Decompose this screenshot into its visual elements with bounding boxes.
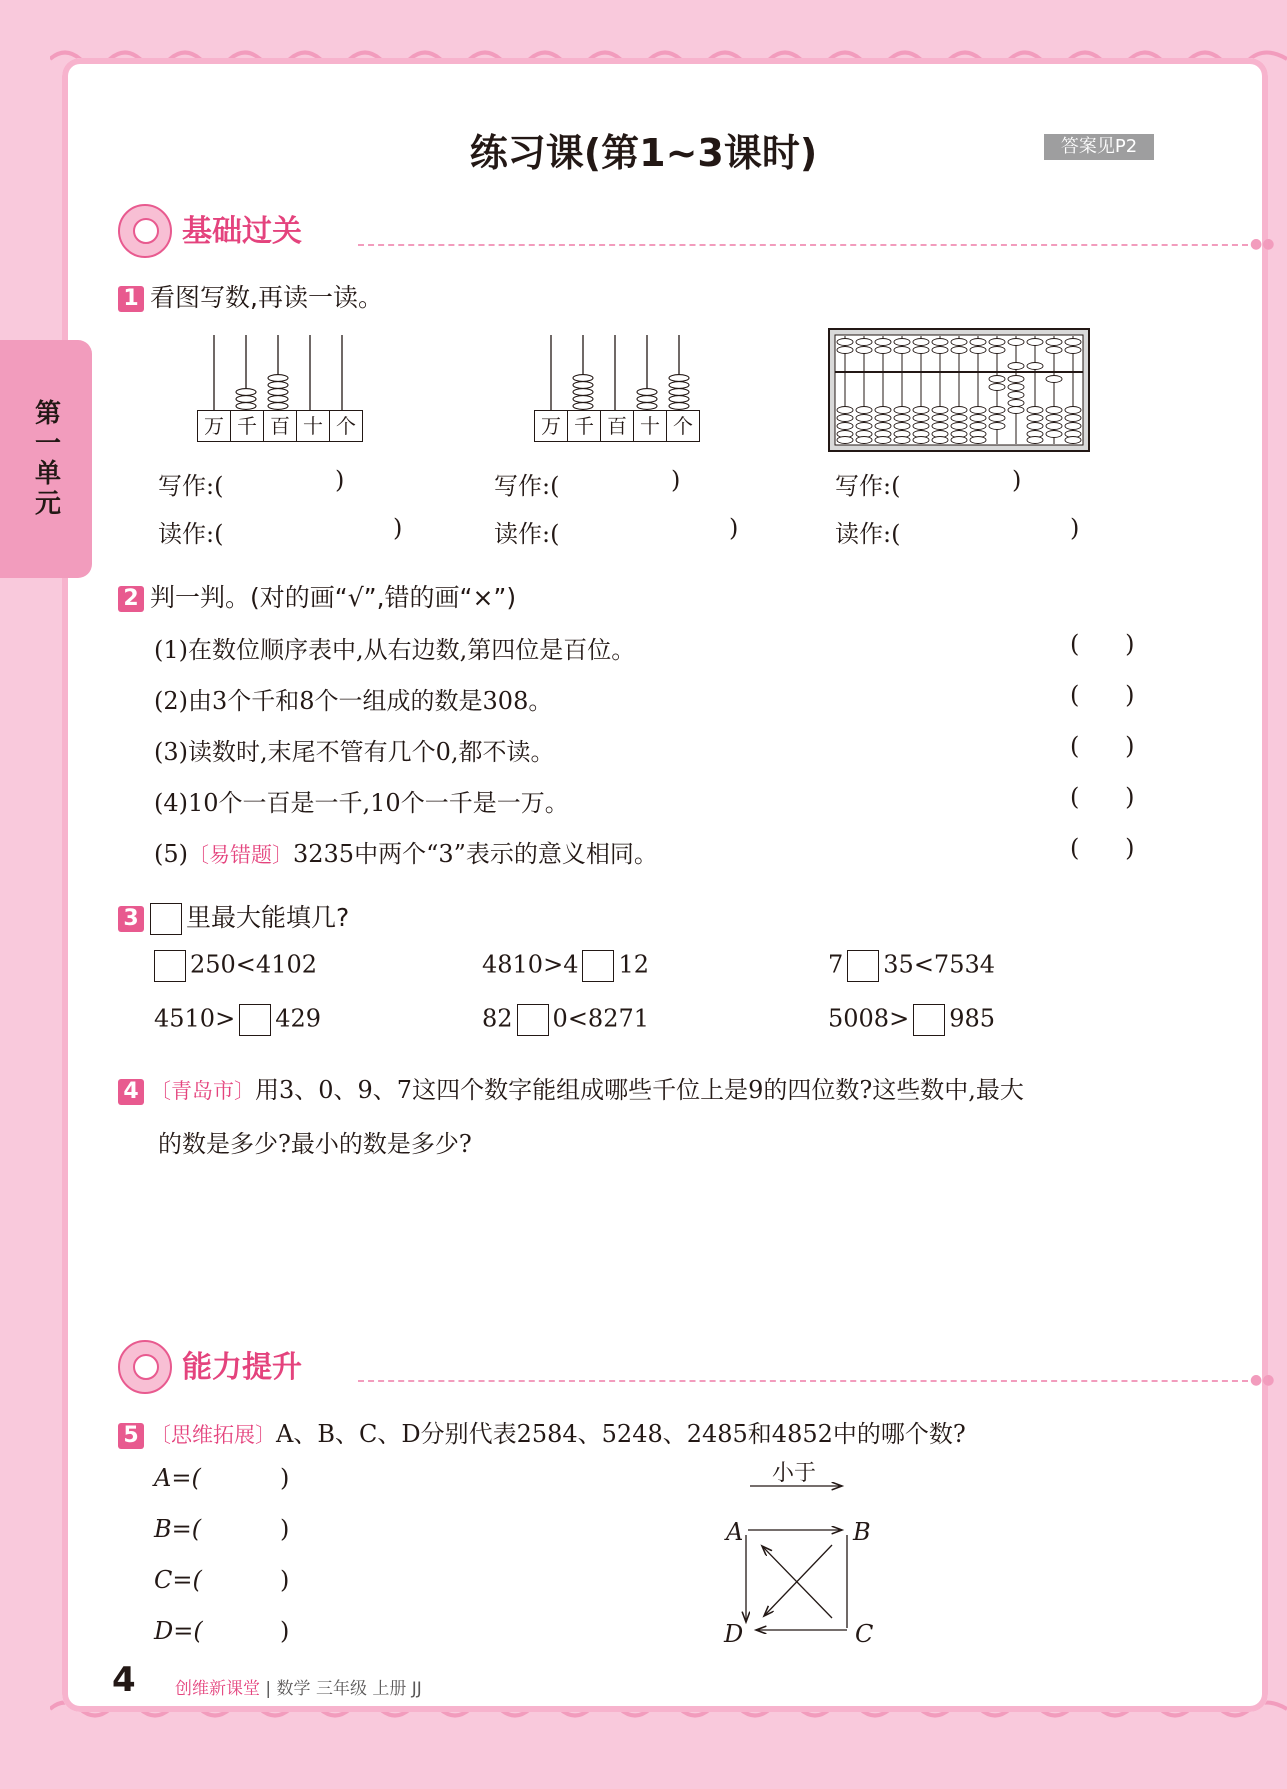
abacus-bead	[856, 339, 872, 346]
abacus-bead	[894, 407, 910, 414]
close-paren: )	[280, 1617, 290, 1645]
counter-1-write: 写作:(	[158, 472, 224, 500]
abacus-bead	[989, 384, 1005, 391]
corner-a: A	[726, 1518, 744, 1546]
abacus-bead	[856, 347, 872, 354]
question-number: 3	[118, 906, 144, 932]
close-paren: )	[280, 1566, 290, 1594]
bead	[669, 403, 689, 410]
abacus-read: 读作:(	[835, 520, 901, 548]
bead	[573, 396, 593, 403]
abacus-bead	[1008, 339, 1024, 346]
abacus-bead	[837, 437, 853, 444]
abacus-bead	[970, 407, 986, 414]
close-paren: )	[671, 466, 681, 494]
judge-item-1: (1)在数位顺序表中,从右边数,第四位是百位。	[154, 636, 636, 664]
counter-2-write: 写作:(	[494, 472, 560, 500]
close-paren: )	[1070, 514, 1080, 542]
fill-box[interactable]	[847, 950, 879, 982]
fill-item: 4510> 429	[154, 1004, 321, 1036]
abacus-bead	[837, 415, 853, 422]
bead	[669, 382, 689, 389]
place-label: 万	[197, 410, 231, 442]
abacus-bead	[932, 339, 948, 346]
corner-d: D	[724, 1620, 744, 1648]
abacus-bead	[1046, 347, 1062, 354]
abacus-bead	[837, 423, 853, 430]
place-label: 万	[534, 410, 568, 442]
abacus-bead	[875, 423, 891, 430]
bead	[236, 403, 256, 410]
fill-item: 250<4102	[154, 950, 317, 982]
abacus-bead	[1027, 423, 1043, 430]
mascot-icon	[118, 1340, 172, 1394]
answer-box[interactable]: ( )	[1070, 783, 1135, 811]
section-basic-title: 基础过关	[182, 214, 302, 249]
bead	[573, 403, 593, 410]
abacus-bead	[989, 376, 1005, 383]
place-label: 百	[600, 410, 634, 442]
fill-item: 82 0<8271	[482, 1004, 649, 1036]
abacus-bead	[875, 437, 891, 444]
abacus-bead	[1046, 376, 1062, 383]
bead	[669, 396, 689, 403]
place-label: 十	[633, 410, 667, 442]
abacus-bead	[951, 407, 967, 414]
place-label: 百	[263, 410, 297, 442]
abacus-bead	[1065, 407, 1081, 414]
section-advanced-header	[118, 1340, 1275, 1392]
question-text: 判一判。(对的画“√”,错的画“×”)	[150, 583, 517, 612]
bead	[268, 375, 288, 382]
answer-a: A=(	[154, 1464, 201, 1492]
answer-box[interactable]: ( )	[1070, 681, 1135, 709]
question-number: 2	[118, 586, 144, 612]
fill-box[interactable]	[239, 1004, 271, 1036]
judge-item-5: (5)〔易错题〕3235中两个“3”表示的意义相同。	[154, 840, 658, 868]
abacus-bead	[989, 407, 1005, 414]
abacus-bead	[913, 423, 929, 430]
abacus-bead	[932, 423, 948, 430]
abacus-bead	[951, 437, 967, 444]
abacus-bead	[1065, 339, 1081, 346]
abacus-bead	[1046, 415, 1062, 422]
abacus-bead	[989, 339, 1005, 346]
abacus-bead	[1027, 407, 1043, 414]
abacus-bead	[1008, 400, 1024, 407]
abacus-bead	[970, 339, 986, 346]
abacus-bead	[989, 423, 1005, 430]
counter-1-read: 读作:(	[158, 520, 224, 548]
abacus-bead	[856, 407, 872, 414]
fill-box[interactable]	[913, 1004, 945, 1036]
bead	[573, 375, 593, 382]
bead	[637, 396, 657, 403]
abacus-bead	[837, 339, 853, 346]
dots-icon: ●●	[1250, 1372, 1275, 1388]
abacus-bead	[856, 423, 872, 430]
judge-item-2: (2)由3个千和8个一组成的数是308。	[154, 687, 553, 715]
fill-item: 5008> 985	[828, 1004, 995, 1036]
abacus-bead	[1065, 347, 1081, 354]
counter-2-read: 读作:(	[494, 520, 560, 548]
abacus-bead	[1065, 415, 1081, 422]
abacus-bead	[913, 339, 929, 346]
abacus-bead	[970, 437, 986, 444]
abacus-bead	[970, 347, 986, 354]
abacus-bead	[913, 407, 929, 414]
judge-item-3: (3)读数时,末尾不管有几个0,都不读。	[154, 738, 555, 766]
page-title: 练习课(第1~3课时)	[469, 131, 818, 175]
abacus-bead	[1046, 407, 1062, 414]
region-tag: 〔青岛市〕	[150, 1079, 255, 1103]
close-paren: )	[729, 514, 739, 542]
abacus-bead	[970, 423, 986, 430]
abacus-bead	[894, 437, 910, 444]
question-text: 看图写数,再读一读。	[150, 283, 383, 312]
fill-item: 7 35<7534	[828, 950, 995, 982]
unit-label: 第一单元	[30, 399, 61, 519]
answer-box[interactable]: ( )	[1070, 834, 1135, 862]
abacus-bead	[970, 415, 986, 422]
bead	[669, 375, 689, 382]
section-basic-header	[118, 204, 1275, 256]
question-number: 4	[118, 1079, 144, 1105]
abacus-bead	[1008, 392, 1024, 399]
bead	[268, 403, 288, 410]
fill-box[interactable]	[582, 950, 614, 982]
fill-item: 4810>4 12	[482, 950, 649, 982]
bead	[236, 389, 256, 396]
abacus-bead	[1046, 431, 1062, 438]
fill-box[interactable]	[154, 950, 186, 982]
unit-side-tab	[0, 340, 92, 578]
counting-frame-2	[535, 330, 705, 415]
abacus-bead	[1027, 415, 1043, 422]
bead	[637, 389, 657, 396]
abacus-bead	[1008, 376, 1024, 383]
abacus-bead	[989, 415, 1005, 422]
question-1	[118, 278, 383, 314]
answer-d: D=(	[154, 1617, 203, 1645]
abacus-bead	[932, 407, 948, 414]
counter-2-place-labels	[535, 410, 700, 442]
question-4-line-2: 的数是多少?最小的数是多少?	[158, 1130, 472, 1158]
close-paren: )	[393, 514, 403, 542]
abacus-bead	[1065, 423, 1081, 430]
abacus-bead	[913, 347, 929, 354]
page-number: 4	[112, 1660, 136, 1700]
abacus-bead	[913, 437, 929, 444]
abacus-bead	[932, 437, 948, 444]
bead	[236, 396, 256, 403]
bead	[669, 389, 689, 396]
answer-c: C=(	[154, 1566, 202, 1594]
abacus	[828, 328, 1090, 452]
question-text: 里最大能填几?	[186, 903, 350, 932]
fill-box[interactable]	[517, 1004, 549, 1036]
abacus-bead	[951, 347, 967, 354]
abacus-write: 写作:(	[835, 472, 901, 500]
abacus-bead	[1008, 407, 1024, 414]
abacus-bead	[894, 347, 910, 354]
counting-frame-1	[198, 330, 368, 415]
abacus-bead	[951, 423, 967, 430]
corner-b: B	[853, 1518, 871, 1546]
bead	[573, 382, 593, 389]
abacus-bead	[837, 407, 853, 414]
close-paren: )	[335, 466, 345, 494]
bead	[268, 389, 288, 396]
abacus-bead	[1027, 339, 1043, 346]
abacus-bead	[894, 423, 910, 430]
place-label: 十	[296, 410, 330, 442]
question-number: 5	[118, 1423, 144, 1449]
abacus-bead	[1008, 363, 1024, 370]
abacus-bead	[1046, 423, 1062, 430]
abacus-bead	[875, 347, 891, 354]
answer-reference-badge: 答案见P2	[1044, 134, 1154, 160]
less-than-label: 小于	[772, 1461, 817, 1486]
abacus-bead	[932, 347, 948, 354]
place-label: 个	[329, 410, 363, 442]
abacus-bead	[951, 339, 967, 346]
abacus-bead	[1065, 437, 1081, 444]
place-label: 千	[567, 410, 601, 442]
answer-box[interactable]: ( )	[1070, 732, 1135, 760]
abacus-bead	[856, 415, 872, 422]
abacus-bead	[875, 339, 891, 346]
bead	[268, 396, 288, 403]
dots-icon: ●●	[1250, 236, 1275, 252]
footer-series: 创维新课堂 | 数学 三年级 上册 JJ	[175, 1679, 422, 1699]
abacus-bead	[875, 407, 891, 414]
abacus-bead	[894, 339, 910, 346]
question-4: 4 〔青岛市〕用3、0、9、7这四个数字能组成哪些千位上是9的四位数?这些数中,最大	[118, 1070, 1168, 1105]
close-paren: )	[280, 1464, 290, 1492]
question-5: 5 〔思维拓展〕A、B、C、D分别代表2584、5248、2485和4852中的哪个数?	[118, 1414, 966, 1449]
mistake-prone-tag: 〔易错题〕	[188, 843, 293, 867]
mascot-icon	[118, 204, 172, 258]
abacus-bead	[1027, 437, 1043, 444]
place-label: 个	[666, 410, 700, 442]
abacus-bead	[913, 415, 929, 422]
abacus-bead	[837, 347, 853, 354]
abacus-bead	[894, 415, 910, 422]
section-advanced-title: 能力提升	[182, 1350, 302, 1385]
bead	[573, 389, 593, 396]
thinking-tag: 〔思维拓展〕	[150, 1423, 276, 1447]
abacus-bead	[1027, 363, 1043, 370]
answer-box[interactable]: ( )	[1070, 630, 1135, 658]
question-number: 1	[118, 286, 144, 312]
abacus-bead	[1046, 339, 1062, 346]
abacus-bead	[989, 347, 1005, 354]
abacus-bead	[856, 437, 872, 444]
close-paren: )	[280, 1515, 290, 1543]
answer-b: B=(	[154, 1515, 202, 1543]
abacus-bead	[875, 415, 891, 422]
bead	[268, 382, 288, 389]
abacus-bead	[1008, 384, 1024, 391]
close-paren: )	[1012, 466, 1022, 494]
question-3	[118, 898, 349, 935]
abacus-bead	[951, 415, 967, 422]
corner-c: C	[855, 1620, 874, 1648]
counter-1-place-labels	[198, 410, 363, 442]
abacus-bead	[932, 415, 948, 422]
judge-item-4: (4)10个一百是一千,10个一千是一万。	[154, 789, 569, 817]
place-label: 千	[230, 410, 264, 442]
bead	[637, 403, 657, 410]
question-2	[118, 578, 516, 614]
